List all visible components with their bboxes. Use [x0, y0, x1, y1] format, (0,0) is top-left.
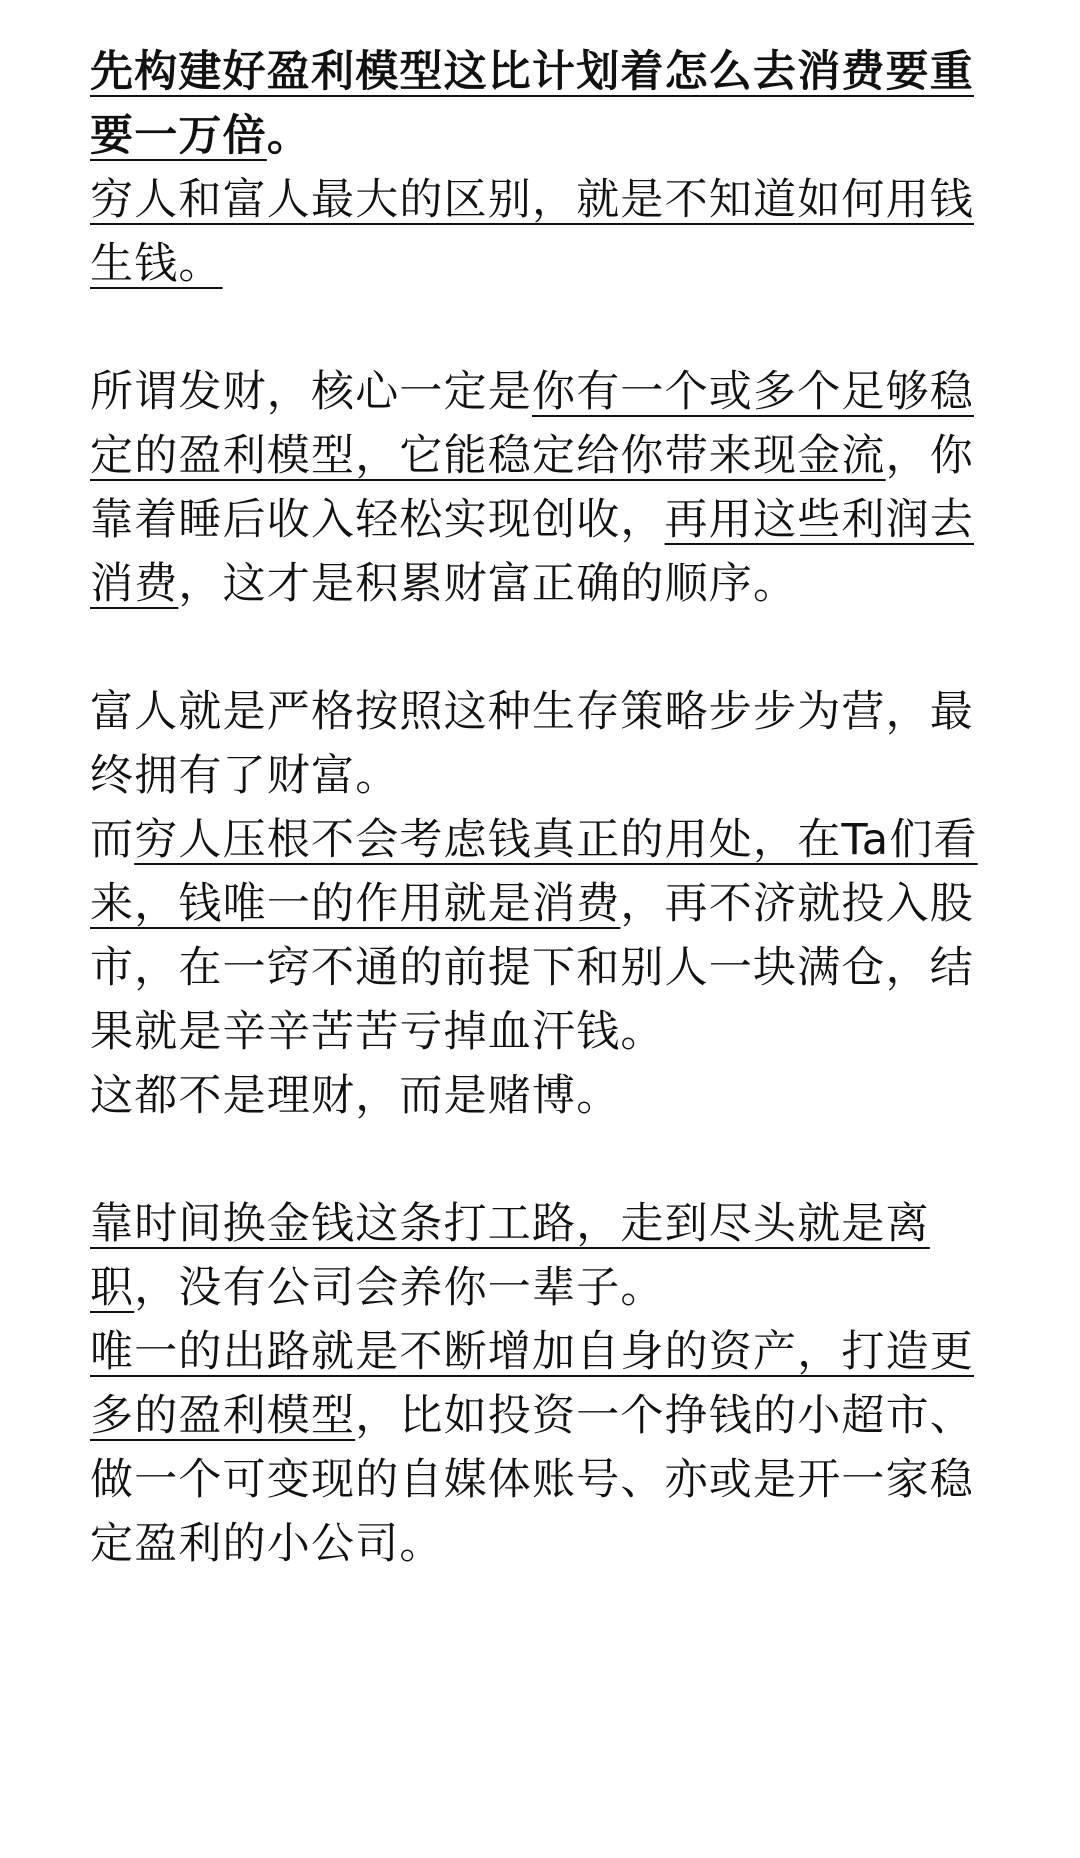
- p2-underlined: 消费: [90, 559, 179, 609]
- p1-line-3: [90, 168, 974, 232]
- p4-underlined: 职: [90, 1263, 135, 1313]
- p3-text: 市，在一窍不通的前提下和别人一块满仓，结: [90, 943, 974, 993]
- p3-underlined: 来，钱唯一的作用就是消费: [90, 879, 621, 929]
- p2-line-3: [90, 488, 974, 552]
- p4-underlined: 靠时间换金钱这条打工路，走到尽头就是离: [90, 1199, 930, 1249]
- p2-underlined: 再用这些利润去: [664, 495, 975, 545]
- p4-text: 做一个可变现的自媒体账号、亦或是开一家稳: [90, 1455, 974, 1505]
- p3-text: 这都不是理财，而是赌博。: [90, 1071, 621, 1121]
- p2-text: 所谓发财，核心一定是: [90, 367, 532, 417]
- p3-text: ，再不济就投入股: [620, 879, 975, 929]
- p2-line-4: [90, 552, 797, 616]
- p1-line-2: [90, 104, 311, 168]
- p3-line-7: [90, 1064, 620, 1128]
- p2-text: 靠着睡后收入轻松实现创收，: [90, 495, 665, 545]
- p4-line-4: [90, 1384, 974, 1448]
- p2-text: ，这才是积累财富正确的顺序。: [178, 559, 798, 609]
- p1-sentence-underlined-end: 生钱。: [90, 239, 223, 289]
- p3-line-4: [90, 872, 974, 936]
- p4-line-2: [90, 1256, 665, 1320]
- p1-line-1: [90, 40, 974, 104]
- p2-underlined: 你有一个或多个足够稳: [532, 367, 974, 417]
- p1-heading-underlined-end: 要一万倍: [90, 111, 267, 161]
- p3-line-5: [90, 936, 974, 1000]
- p1-line-4: [90, 232, 223, 296]
- p3-underlined: 穷人压根不会考虑钱真正的用处，在Ta们看: [134, 815, 978, 865]
- p2-underlined: 定的盈利模型，它能稳定给你带来现金流: [90, 431, 886, 481]
- p4-line-5: [90, 1448, 974, 1512]
- p2-line-2: [90, 424, 974, 488]
- p4-line-1: [90, 1192, 930, 1256]
- p3-line-2: [90, 744, 399, 808]
- p4-line-6: [90, 1512, 444, 1576]
- p3-text: 果就是辛辛苦苦亏掉血汗钱。: [90, 1007, 665, 1057]
- p2-text: ，你: [885, 431, 975, 481]
- p3-text: 富人就是严格按照这种生存策略步步为营，最: [90, 687, 974, 737]
- p3-line-1: [90, 680, 974, 744]
- p4-line-3: [90, 1320, 974, 1384]
- p3-line-3: [90, 808, 978, 872]
- p4-text: ，没有公司会养你一辈子。: [134, 1263, 665, 1313]
- p4-underlined: 唯一的出路就是不断增加自身的资产，打造更: [90, 1327, 974, 1377]
- p2-line-1: [90, 360, 974, 424]
- p4-text: 定盈利的小公司。: [90, 1519, 444, 1569]
- p1-heading-period: 。: [266, 111, 312, 161]
- p3-text: 终拥有了财富。: [90, 751, 400, 801]
- p4-text: ，比如投资一个挣钱的小超市、: [355, 1391, 975, 1441]
- p1-sentence-underlined: 穷人和富人最大的区别，就是不知道如何用钱: [90, 175, 974, 225]
- p3-line-6: [90, 1000, 665, 1064]
- p1-heading-underlined: 先构建好盈利模型这比计划着怎么去消费要重: [90, 47, 974, 97]
- p3-text: 而: [90, 815, 135, 865]
- p4-underlined: 多的盈利模型: [90, 1391, 356, 1441]
